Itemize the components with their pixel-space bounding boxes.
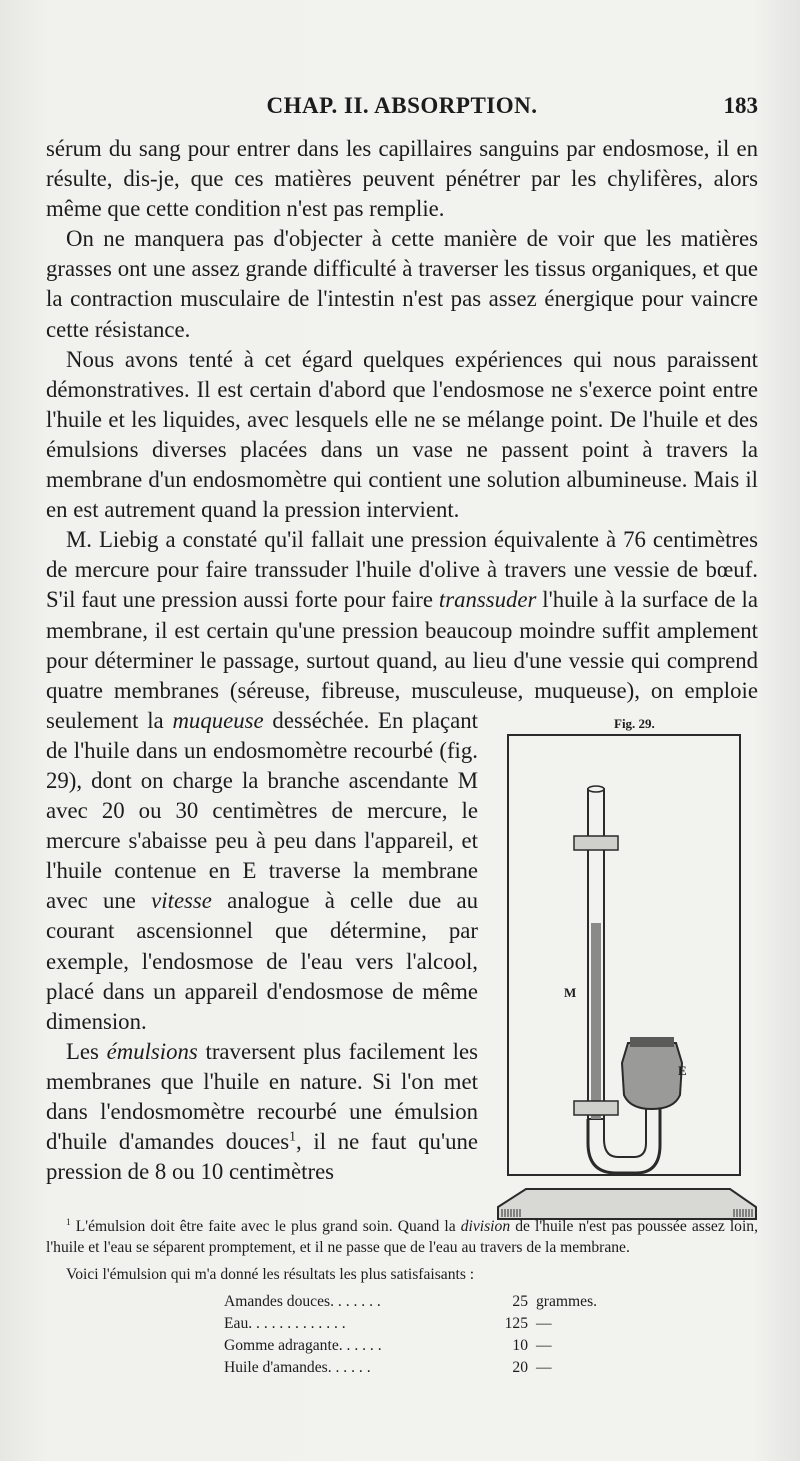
paragraph-3: Nous avons tenté à cet égard quelques expériences qui nous paraissent démonstratives. Il est certain d'abord que l'endosmose ne s'exerce point entre l'huile et les liquides, avec lesquels elle ne se mélange point. De l'huile et des émulsions diverses placées dans un vase ne passent point à travers la membrane d'un endosmomètre qui contient une solution albumineuse. Mais il en est autrement quand la pression intervient.: [46, 346, 758, 523]
paragraph-1: sérum du sang pour entrer dans les capillaires sanguins par endosmose, il en résulte, dis-je, que ces matières peuvent pénétrer par les chylifères, alors même que cette condition n'est pas remplie.: [46, 136, 758, 222]
paragraph-4-text-c: desséchée. En plaçant de l'huile dans un endosmomètre recourbé (fig. 29), dont on charge la branche ascendante M avec 20 ou 30 centimètres de mercure, le mercure s'abaisse peu à peu dans l'appareil, et l'huile contenue en E traverse la membrane avec une: [46, 707, 478, 914]
label-m: M: [564, 984, 577, 1000]
paragraph-5-text-b: traversent plus facilement les membranes que l'huile en nature. Si l'on met dans l'endosmomètre recourbé une émulsion d'huile d'amandes douces: [46, 1038, 478, 1155]
paragraph-5-emphasis: émulsions: [106, 1038, 198, 1064]
chapter-title: CHAP. II. ABSORPTION.: [266, 93, 538, 118]
ingredient-quantity: 10: [512, 1337, 528, 1354]
tube-top: [588, 786, 604, 792]
footnote-text-a: L'émulsion doit être faite avec le plus grand soin. Quand la: [70, 1218, 461, 1235]
footnote-1: [46, 1216, 758, 1258]
ingredient-name: Amandes douces. . . . . . .: [224, 1293, 381, 1310]
reservoir: [622, 1043, 682, 1109]
paragraph-2: On ne manquera pas d'objecter à cette manière de voir que les matières grasses ont une assez grande difficulté à traverser les tissus organiques, et que la contraction musculaire de l'intestin n'est pas assez énergique pour vaincre cette résistance.: [46, 226, 758, 342]
recipe-row: [224, 1313, 597, 1335]
figure-caption: Fig. 29.: [614, 715, 655, 731]
stand-panel: [508, 735, 740, 1175]
endosmometer-illustration: [496, 733, 758, 1223]
footnote-reference: 1: [289, 1128, 296, 1144]
lower-clamp: [574, 1101, 618, 1115]
ingredient-name: Gomme adragante. . . . . .: [224, 1337, 382, 1354]
figure-29: [496, 709, 758, 1299]
membrane-cap: [630, 1037, 674, 1047]
ingredient-unit: grammes.: [536, 1293, 598, 1310]
recipe-table: [224, 1291, 597, 1379]
ingredient-unit: —: [536, 1337, 552, 1354]
paragraph-4-text-b: l'huile à la surface de la membrane, il est certain qu'une pression beaucoup moindre suffit amplement pour déterminer le passage, surtout quand, au lieu d'une vessie qui comprend quatre membranes (séreuse, fibreuse, musculeuse, muqueuse), on emploie seulement la: [46, 587, 758, 733]
paragraph-5-text-c: , il ne faut qu'une pression de 8 ou 10 centimètres: [46, 1129, 478, 1185]
ingredient-name: Eau. . . . . . . . . . . . .: [224, 1315, 346, 1332]
page-number: 183: [723, 93, 758, 118]
recipe-row: [224, 1335, 597, 1357]
ingredient-quantity: 125: [504, 1315, 528, 1332]
footnote-text-b: de l'huile n'est pas poussée assez loin, l'huile et l'eau se séparent promptement, et il ne passe que de l'eau au travers de la membrane.: [46, 1218, 758, 1256]
stand-base: [498, 1189, 756, 1219]
running-header: [46, 93, 758, 123]
ingredient-quantity: 25: [512, 1293, 528, 1310]
upper-clamp: [574, 836, 618, 850]
paragraph-4-emphasis-2: muqueuse: [172, 707, 264, 733]
ingredient-name: Huile d'amandes. . . . . .: [224, 1359, 371, 1376]
paragraph-4-text-a: M. Liebig a constaté qu'il fallait une pression équivalente à 76 centimètres de mercure pour faire transsuder l'huile d'olive à travers une vessie de bœuf. S'il faut une pression aussi forte pour faire: [46, 527, 758, 613]
paragraph-4-emphasis-1: transsuder: [438, 587, 537, 613]
recipe-row: [224, 1291, 597, 1313]
ingredient-unit: —: [536, 1359, 552, 1376]
paragraph-4-text-d: analogue à celle due au courant ascensionnel que détermine, par exemple, l'endosmose de l'eau vers l'alcool, placé dans un appareil d'endosmose de même dimension.: [46, 888, 478, 1034]
footnote-area: [46, 1216, 758, 1379]
ingredient-unit: —: [536, 1315, 552, 1332]
recipe-row: [224, 1357, 597, 1379]
ingredient-quantity: 20: [512, 1359, 528, 1376]
footnote-recipe-intro: Voici l'émulsion qui m'a donné les résultats les plus satisfaisants :: [66, 1266, 475, 1283]
paragraph-5-text-a: Les: [66, 1038, 107, 1064]
paragraph-4-emphasis-3: vitesse: [151, 888, 212, 914]
footnote-marker: 1: [66, 1217, 71, 1228]
mercury-column: [591, 923, 601, 1119]
footnote-emphasis: division: [460, 1218, 511, 1235]
body-text: [46, 134, 758, 1299]
label-e: E: [678, 1062, 687, 1078]
